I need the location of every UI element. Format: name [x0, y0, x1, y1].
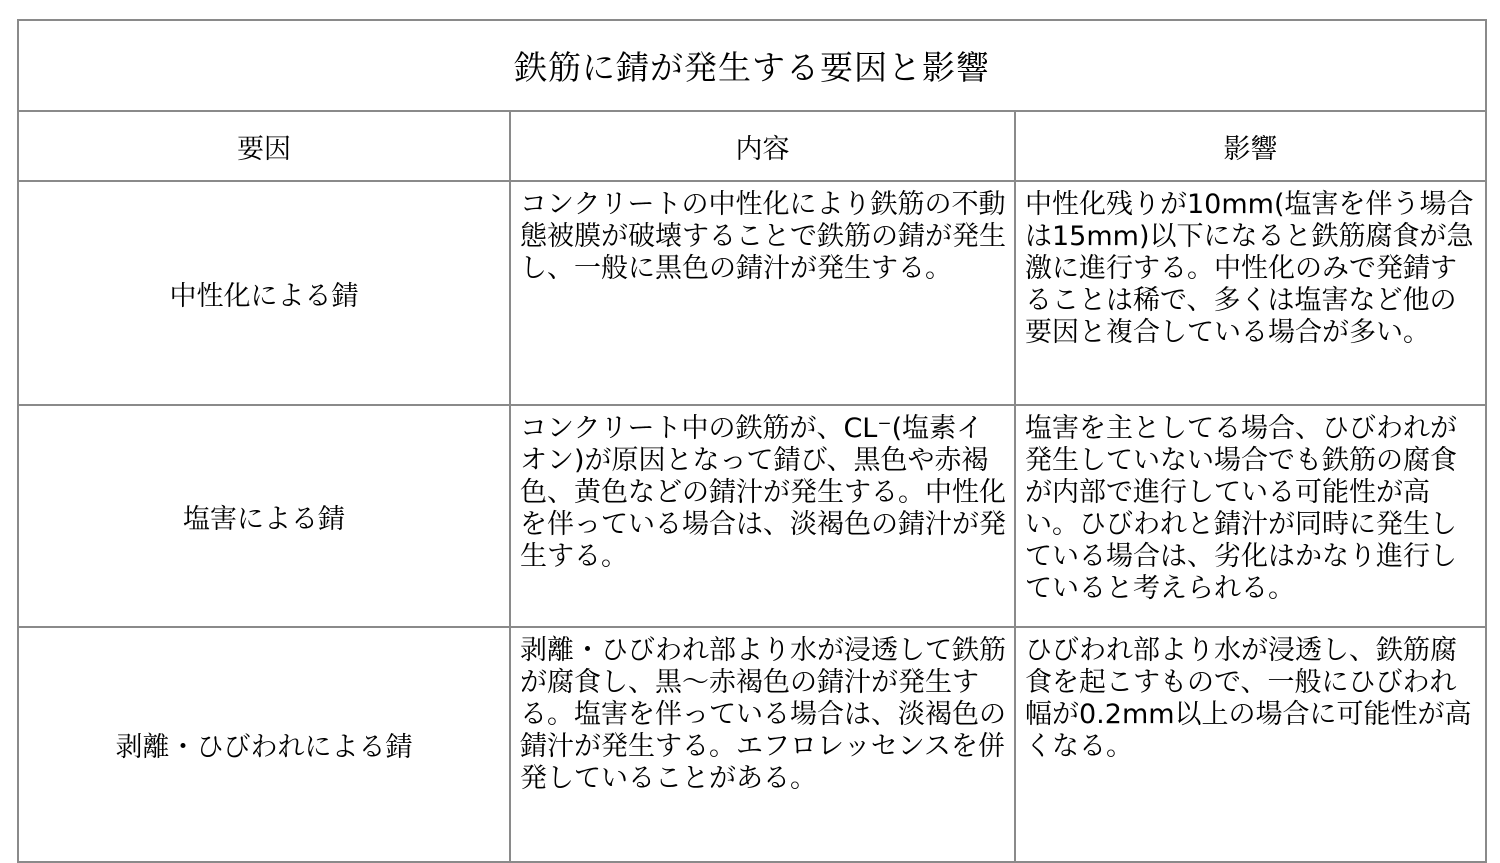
factor-cell: 中性化による錆 [18, 181, 510, 405]
content-cell: 剥離・ひびわれ部より水が浸透して鉄筋が腐食し、黒～赤褐色の錆汁が発生する。塩害を伴っている場合は、淡褐色の錆汁が発生する。エフロレッセンスを併発していることがある。 [510, 627, 1015, 862]
header-factor: 要因 [18, 111, 510, 181]
content-cell: コンクリート中の鉄筋が、CL⁻(塩素イオン)が原因となって錆び、黒色や赤褐色、黄色などの錆汁が発生する。中性化を伴っている場合は、淡褐色の錆汁が発生する。 [510, 405, 1015, 627]
impact-cell: 塩害を主としてる場合、ひびわれが発生していない場合でも鉄筋の腐食が内部で進行している可能性が高い。ひびわれと錆汁が同時に発生している場合は、劣化はかなり進行していると考えられる。 [1015, 405, 1486, 627]
factor-cell: 塩害による錆 [18, 405, 510, 627]
header-content: 内容 [510, 111, 1015, 181]
header-impact: 影響 [1015, 111, 1486, 181]
table-row [18, 627, 1486, 862]
table-row [18, 181, 1486, 405]
impact-cell: 中性化残りが10mm(塩害を伴う場合は15mm)以下になると鉄筋腐食が急激に進行する。中性化のみで発錆することは稀で、多くは塩害など他の要因と複合している場合が多い。 [1015, 181, 1486, 405]
rust-factors-table [17, 19, 1487, 863]
table-row [18, 405, 1486, 627]
title-row [18, 20, 1486, 111]
impact-cell: ひびわれ部より水が浸透し、鉄筋腐食を起こすもので、一般にひびわれ幅が0.2mm以上の場合に可能性が高くなる。 [1015, 627, 1486, 862]
header-row [18, 111, 1486, 181]
factor-cell: 剥離・ひびわれによる錆 [18, 627, 510, 862]
content-cell: コンクリートの中性化により鉄筋の不動態被膜が破壊することで鉄筋の錆が発生し、一般に黒色の錆汁が発生する。 [510, 181, 1015, 405]
table-title: 鉄筋に錆が発生する要因と影響 [18, 20, 1486, 111]
